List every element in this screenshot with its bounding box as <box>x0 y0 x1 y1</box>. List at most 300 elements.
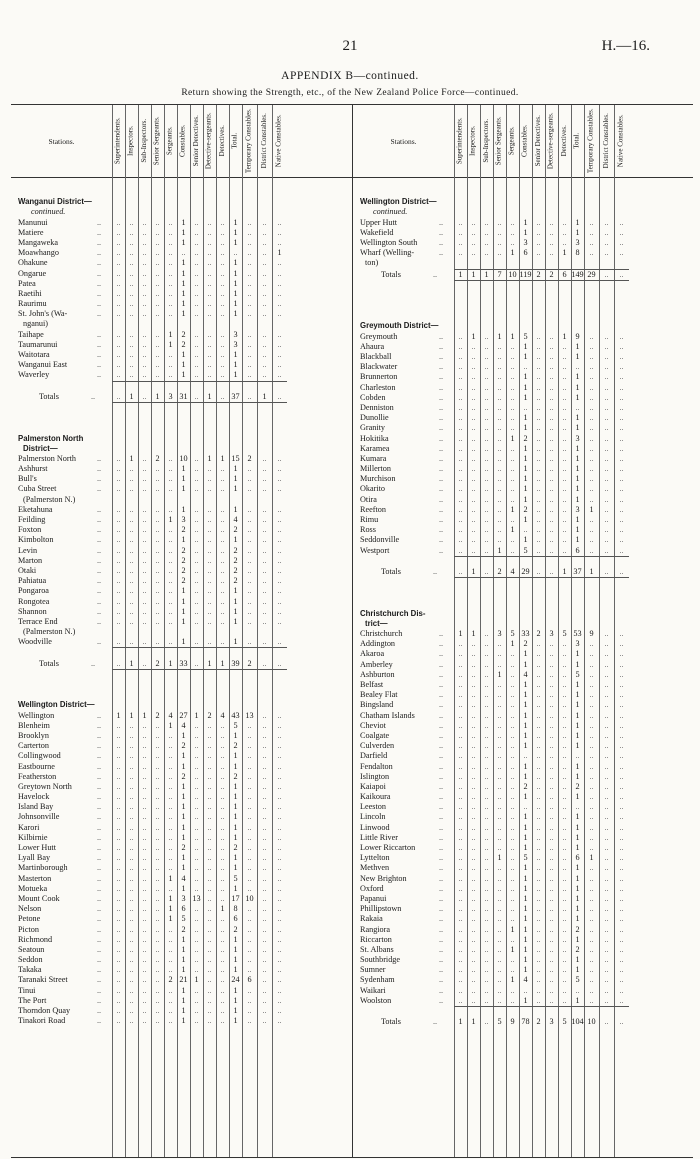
cell-senior-sergeants: .. <box>497 781 502 791</box>
cell-senior-sergeants: .. <box>497 802 502 812</box>
cell-total: 1 <box>233 985 238 995</box>
cell-native-constables: .. <box>277 873 282 883</box>
cell-superintendents: 1 <box>116 710 121 720</box>
leader-dots: .. <box>439 515 444 524</box>
cell-detectives: .. <box>562 649 567 659</box>
table-row <box>11 360 352 370</box>
column-header-text: District Constables. <box>259 113 268 169</box>
station-name: Bull's <box>18 474 37 484</box>
cell-sub-inspectors: .. <box>484 566 489 576</box>
station-name: Pahiatua <box>18 576 47 586</box>
cell-native-constables: .. <box>277 995 282 1005</box>
leader-dots: .. <box>439 720 444 730</box>
cell-senior-sergeants: .. <box>497 822 502 832</box>
cell-detective-sergeants: .. <box>207 873 212 883</box>
cell-sub-inspectors: .. <box>142 586 147 596</box>
table-row <box>353 812 694 822</box>
column-header-superintendents <box>112 105 125 177</box>
cell-native-constables: .. <box>277 1016 282 1026</box>
cell-senior-detectives: .. <box>194 350 199 359</box>
cell-detectives: .. <box>220 637 225 647</box>
cell-superintendents: .. <box>116 904 121 914</box>
table-row <box>11 515 352 525</box>
cell-total: 53 <box>573 629 582 639</box>
station-name: Masterton <box>18 873 52 883</box>
leader-dots: .. <box>97 576 102 586</box>
cell-inspectors: .. <box>129 616 134 626</box>
cell-district-constables: .. <box>262 217 267 227</box>
station-name: (Palmerston N.) <box>23 494 76 504</box>
cell-detectives: .. <box>220 802 225 812</box>
cell-sub-inspectors: .. <box>142 370 147 380</box>
cell-detective-sergeants: .. <box>207 360 212 370</box>
table-row <box>353 535 694 545</box>
cell-district-constables: .. <box>604 217 609 227</box>
cell-district-constables: .. <box>262 329 267 339</box>
table-row <box>353 403 694 413</box>
cell-inspectors: .. <box>471 720 476 730</box>
cell-sergeants: .. <box>510 965 515 975</box>
cell-total: 1 <box>575 812 580 822</box>
cell-senior-sergeants: 1 <box>497 331 502 341</box>
cell-superintendents: .. <box>458 331 463 341</box>
cell-senior-sergeants: .. <box>155 464 160 474</box>
leader-dots: .. <box>97 751 102 761</box>
cell-total: 1 <box>233 832 238 842</box>
leader-dots: .. <box>439 812 444 822</box>
cell-senior-sergeants: .. <box>497 392 502 402</box>
cell-superintendents: .. <box>116 802 121 812</box>
cell-district-constables: .. <box>262 730 267 740</box>
cell-temporary-constables: .. <box>589 863 594 873</box>
cell-inspectors: .. <box>471 504 476 514</box>
cell-senior-detectives: .. <box>536 535 541 545</box>
cell-district-constables: .. <box>262 934 267 944</box>
cell-detective-sergeants: .. <box>207 217 212 227</box>
station-name: Oxford <box>360 883 384 893</box>
cell-inspectors: .. <box>471 751 476 761</box>
cell-constables: 1 <box>523 515 528 524</box>
station-name: Coalgate <box>360 730 390 740</box>
cell-detectives: .. <box>562 720 567 730</box>
cell-sub-inspectors: .. <box>484 812 489 822</box>
cell-district-constables: .. <box>262 792 267 802</box>
table-row <box>11 238 352 248</box>
table-row <box>353 464 694 474</box>
cell-total: 1 <box>575 995 580 1005</box>
cell-senior-sergeants: .. <box>497 649 502 659</box>
cell-temporary-constables: .. <box>247 555 252 565</box>
cell-temporary-constables: .. <box>247 391 252 401</box>
cell-superintendents: .. <box>116 453 121 463</box>
cell-detective-sergeants: .. <box>549 217 554 227</box>
cell-senior-sergeants: .. <box>155 965 160 975</box>
cell-temporary-constables: .. <box>247 535 252 545</box>
cell-sergeants: .. <box>168 453 173 463</box>
cell-superintendents: .. <box>116 975 121 985</box>
row-spacer <box>11 187 352 197</box>
table-row <box>353 383 694 393</box>
cell-detective-sergeants: .. <box>207 955 212 965</box>
cell-total: 1 <box>233 227 238 237</box>
station-name: Kimbolton <box>18 535 54 545</box>
cell-inspectors: .. <box>471 413 476 423</box>
cell-sergeants: .. <box>168 545 173 555</box>
cell-temporary-constables: .. <box>589 883 594 893</box>
cell-senior-sergeants: .. <box>497 535 502 545</box>
cell-superintendents: .. <box>116 914 121 924</box>
cell-detectives: .. <box>220 484 225 494</box>
cell-constables: 1 <box>523 372 528 382</box>
cell-constables: 1 <box>523 227 528 237</box>
cell-superintendents: .. <box>458 217 463 227</box>
cell-senior-sergeants: .. <box>155 781 160 791</box>
leader-dots: .. <box>439 217 444 227</box>
cell-sub-inspectors: .. <box>142 555 147 565</box>
cell-sergeants: 9 <box>510 1017 515 1027</box>
cell-total: 1 <box>233 484 238 494</box>
cell-detective-sergeants: 2 <box>207 710 212 720</box>
station-name: Greymouth <box>360 331 398 341</box>
cell-total: 1 <box>233 730 238 740</box>
table-row <box>11 812 352 822</box>
cell-total: 1 <box>233 586 238 596</box>
cell-total: 1 <box>575 382 580 392</box>
cell-district-constables: .. <box>604 535 609 545</box>
cell-sub-inspectors: .. <box>484 352 489 361</box>
cell-temporary-constables: .. <box>247 515 252 524</box>
column-header-total <box>571 105 584 177</box>
cell-senior-detectives: .. <box>194 484 199 494</box>
cell-district-constables: .. <box>262 1016 267 1026</box>
cell-inspectors: .. <box>471 730 476 740</box>
cell-native-constables: .. <box>619 730 624 740</box>
cell-native-constables: .. <box>619 659 624 669</box>
table-row <box>11 279 352 289</box>
station-name: St. Albans <box>360 944 394 954</box>
cell-sub-inspectors: .. <box>484 792 489 802</box>
cell-detectives: .. <box>220 515 225 524</box>
cell-sergeants: .. <box>510 720 515 730</box>
cell-inspectors: .. <box>471 792 476 802</box>
cell-constables: 1 <box>523 893 528 903</box>
cell-sub-inspectors: .. <box>142 248 147 258</box>
cell-constables: 1 <box>523 863 528 873</box>
cell-inspectors: .. <box>471 914 476 924</box>
station-name: Raetihi <box>18 288 42 298</box>
station-name: Eketahuna <box>18 504 53 514</box>
cell-sergeants: .. <box>168 995 173 1005</box>
cell-senior-sergeants: .. <box>155 832 160 842</box>
cell-detective-sergeants: .. <box>549 843 554 852</box>
cell-superintendents: .. <box>458 792 463 802</box>
cell-detectives: .. <box>562 690 567 700</box>
cell-sub-inspectors: .. <box>484 515 489 524</box>
column-header-text: Senior Detectives. <box>191 115 200 167</box>
leader-dots: .. <box>97 995 102 1005</box>
cell-district-constables: .. <box>262 761 267 771</box>
cell-inspectors: .. <box>471 843 476 852</box>
station-name: Taihape <box>18 329 44 339</box>
cell-senior-sergeants: .. <box>155 555 160 565</box>
station-name: Bingsland <box>360 700 394 710</box>
cell-native-constables: .. <box>277 812 282 822</box>
column-header-text: Sergeants. <box>507 126 516 156</box>
cell-sergeants: .. <box>510 761 515 771</box>
cell-inspectors: .. <box>129 853 134 863</box>
leader-dots: .. <box>97 258 102 268</box>
cell-superintendents: .. <box>116 474 121 484</box>
cell-superintendents: .. <box>458 802 463 812</box>
cell-inspectors: .. <box>471 659 476 669</box>
column-header-detective-sergeants <box>545 105 558 177</box>
cell-detectives: .. <box>562 372 567 382</box>
cell-inspectors: .. <box>471 802 476 812</box>
cell-district-constables: .. <box>604 802 609 812</box>
cell-detectives: .. <box>220 370 225 380</box>
cell-senior-sergeants: .. <box>155 944 160 954</box>
cell-sergeants: 1 <box>168 329 173 339</box>
cell-senior-detectives: .. <box>536 248 541 258</box>
cell-constables: 1 <box>181 934 186 944</box>
cell-senior-detectives: .. <box>536 402 541 412</box>
cell-senior-detectives: .. <box>536 995 541 1005</box>
table-row <box>353 782 694 792</box>
cell-senior-sergeants: .. <box>155 586 160 596</box>
cell-detectives: .. <box>562 944 567 954</box>
cell-senior-sergeants: .. <box>155 934 160 944</box>
cell-inspectors: .. <box>471 494 476 504</box>
station-name: Christchurch <box>360 629 403 639</box>
cell-sergeants: .. <box>510 812 515 822</box>
cell-district-constables: .. <box>604 504 609 514</box>
cell-sergeants: .. <box>168 606 173 616</box>
cell-sub-inspectors: .. <box>484 843 489 852</box>
cell-constables: 4 <box>181 873 186 883</box>
cell-senior-sergeants: .. <box>155 1006 160 1015</box>
cell-superintendents: .. <box>458 392 463 402</box>
cell-inspectors: .. <box>129 576 134 586</box>
cell-native-constables: .. <box>619 863 624 873</box>
table-row <box>11 576 352 586</box>
totals-row <box>353 270 694 280</box>
cell-total: 1 <box>575 372 580 382</box>
cell-total: 2 <box>233 576 238 586</box>
cell-senior-detectives: 2 <box>536 1017 541 1027</box>
cell-detective-sergeants: .. <box>207 1016 212 1026</box>
cell-senior-detectives: .. <box>536 812 541 822</box>
cell-detectives: .. <box>220 248 225 258</box>
cell-temporary-constables: .. <box>589 372 594 382</box>
cell-detectives: .. <box>220 596 225 606</box>
table-row <box>353 342 694 352</box>
station-name: Blackwater <box>360 362 398 372</box>
cell-native-constables: .. <box>277 464 282 474</box>
cell-sub-inspectors: .. <box>142 914 147 924</box>
table-left-half <box>11 105 352 1157</box>
cell-inspectors: .. <box>129 761 134 771</box>
table-row <box>11 874 352 884</box>
cell-sub-inspectors: .. <box>484 690 489 700</box>
cell-superintendents: 1 <box>458 629 463 639</box>
cell-inspectors: .. <box>471 741 476 751</box>
cell-temporary-constables: .. <box>247 484 252 494</box>
column-header-detectives <box>216 105 229 177</box>
table-row <box>11 525 352 535</box>
cell-superintendents: .. <box>116 350 121 359</box>
cell-superintendents: .. <box>116 853 121 863</box>
cell-detective-sergeants: .. <box>549 914 554 924</box>
table-row <box>11 731 352 741</box>
table-row <box>353 218 694 228</box>
cell-inspectors: .. <box>471 904 476 914</box>
leader-dots: .. <box>97 309 102 319</box>
table-row <box>11 597 352 607</box>
table-row <box>11 772 352 782</box>
table-row <box>353 935 694 945</box>
cell-native-constables: .. <box>277 535 282 545</box>
cell-sergeants: .. <box>510 730 515 740</box>
cell-superintendents: .. <box>116 924 121 934</box>
station-name: Eastbourne <box>18 761 55 771</box>
district-name: District— <box>23 443 58 453</box>
cell-senior-sergeants: .. <box>497 751 502 761</box>
cell-sub-inspectors: .. <box>142 360 147 370</box>
station-name: Palmerston North <box>18 453 76 463</box>
cell-sergeants: .. <box>510 237 515 247</box>
cell-sergeants: 1 <box>168 914 173 924</box>
cell-temporary-constables: .. <box>247 474 252 484</box>
cell-native-constables: .. <box>277 924 282 934</box>
cell-superintendents: .. <box>458 352 463 361</box>
cell-senior-sergeants: .. <box>497 639 502 649</box>
cell-inspectors: .. <box>129 464 134 474</box>
cell-detectives: .. <box>562 484 567 494</box>
cell-senior-detectives: .. <box>536 955 541 965</box>
cell-district-constables: .. <box>604 392 609 402</box>
cell-senior-sergeants: .. <box>155 565 160 575</box>
cell-inspectors: .. <box>129 955 134 965</box>
cell-detectives: .. <box>562 812 567 822</box>
cell-sergeants: .. <box>168 464 173 474</box>
cell-native-constables: .. <box>277 771 282 781</box>
cell-district-constables: .. <box>262 904 267 914</box>
cell-sergeants: .. <box>168 985 173 995</box>
cell-total: 1 <box>233 965 238 975</box>
cell-temporary-constables: .. <box>589 730 594 740</box>
cell-senior-sergeants: .. <box>155 843 160 852</box>
cell-sub-inspectors: .. <box>484 995 489 1005</box>
cell-constables: 1 <box>181 1006 186 1015</box>
column-header-senior-sergeants <box>151 105 164 177</box>
cell-senior-sergeants: .. <box>497 741 502 751</box>
station-name: Kilbirnie <box>18 832 48 842</box>
cell-detectives: .. <box>562 504 567 514</box>
leader-dots: .. <box>97 924 102 934</box>
cell-native-constables: .. <box>277 802 282 812</box>
cell-detectives: .. <box>562 535 567 545</box>
station-name: Methven <box>360 863 390 873</box>
cell-total: 1 <box>233 751 238 761</box>
table-row <box>353 925 694 935</box>
cell-temporary-constables: .. <box>589 237 594 247</box>
station-name: Tinui <box>18 985 36 995</box>
cell-detectives: .. <box>562 433 567 443</box>
cell-sub-inspectors: .. <box>142 893 147 903</box>
cell-detectives: .. <box>220 934 225 944</box>
cell-superintendents: .. <box>458 515 463 524</box>
cell-inspectors: .. <box>129 606 134 616</box>
leader-dots: .. <box>97 637 102 647</box>
cell-district-constables: .. <box>262 832 267 842</box>
cell-sub-inspectors: .. <box>484 504 489 514</box>
cell-senior-sergeants: .. <box>155 370 160 380</box>
cell-total: 37 <box>573 566 582 576</box>
cell-sub-inspectors: .. <box>142 904 147 914</box>
cell-superintendents: .. <box>458 453 463 463</box>
cell-senior-sergeants: .. <box>155 792 160 802</box>
cell-temporary-constables: .. <box>589 975 594 985</box>
cell-detectives: .. <box>562 792 567 802</box>
cell-constables: 1 <box>181 832 186 842</box>
cell-inspectors: .. <box>471 680 476 689</box>
cell-senior-sergeants: .. <box>497 453 502 463</box>
cell-district-constables: .. <box>262 606 267 616</box>
cell-senior-sergeants: 2 <box>497 566 502 576</box>
cell-constables: 1 <box>523 382 528 392</box>
station-name: Rongotea <box>18 596 50 606</box>
table-row <box>353 680 694 690</box>
leader-dots: .. <box>97 299 102 309</box>
cell-constables: 1 <box>523 730 528 740</box>
cell-district-constables: .. <box>262 278 267 288</box>
cell-senior-detectives: .. <box>194 741 199 751</box>
cell-detective-sergeants: .. <box>549 494 554 504</box>
cell-sub-inspectors: .. <box>142 873 147 883</box>
cell-senior-detectives: .. <box>536 352 541 361</box>
cell-detectives: .. <box>220 268 225 278</box>
cell-district-constables: .. <box>262 812 267 822</box>
cell-detective-sergeants: .. <box>207 934 212 944</box>
station-name: Marton <box>18 555 43 565</box>
leader-dots: .. <box>439 680 444 689</box>
table-row <box>11 299 352 309</box>
cell-native-constables: .. <box>277 975 282 985</box>
cell-inspectors: .. <box>129 360 134 370</box>
station-name: Chatham Islands <box>360 710 415 720</box>
leader-dots: .. <box>439 700 444 710</box>
cell-total: 3 <box>233 339 238 349</box>
station-name: Collingwood <box>18 751 61 761</box>
cell-inspectors: .. <box>471 975 476 985</box>
cell-native-constables: .. <box>619 484 624 494</box>
district-name: trict— <box>365 618 388 628</box>
cell-total: 5 <box>575 669 580 679</box>
cell-senior-detectives: .. <box>536 515 541 524</box>
station-name: Charleston <box>360 382 396 392</box>
cell-native-constables: .. <box>277 710 282 720</box>
cell-detectives: 4 <box>220 710 225 720</box>
cell-sergeants: .. <box>168 586 173 596</box>
cell-constables: 2 <box>181 339 186 349</box>
station-name: Wellington South <box>360 237 418 247</box>
cell-inspectors: 1 <box>129 391 134 401</box>
table-row <box>11 965 352 975</box>
station-name: Waitotara <box>18 350 50 359</box>
cell-senior-detectives: .. <box>194 288 199 298</box>
cell-temporary-constables: 1 <box>589 566 594 576</box>
cell-inspectors: .. <box>471 392 476 402</box>
